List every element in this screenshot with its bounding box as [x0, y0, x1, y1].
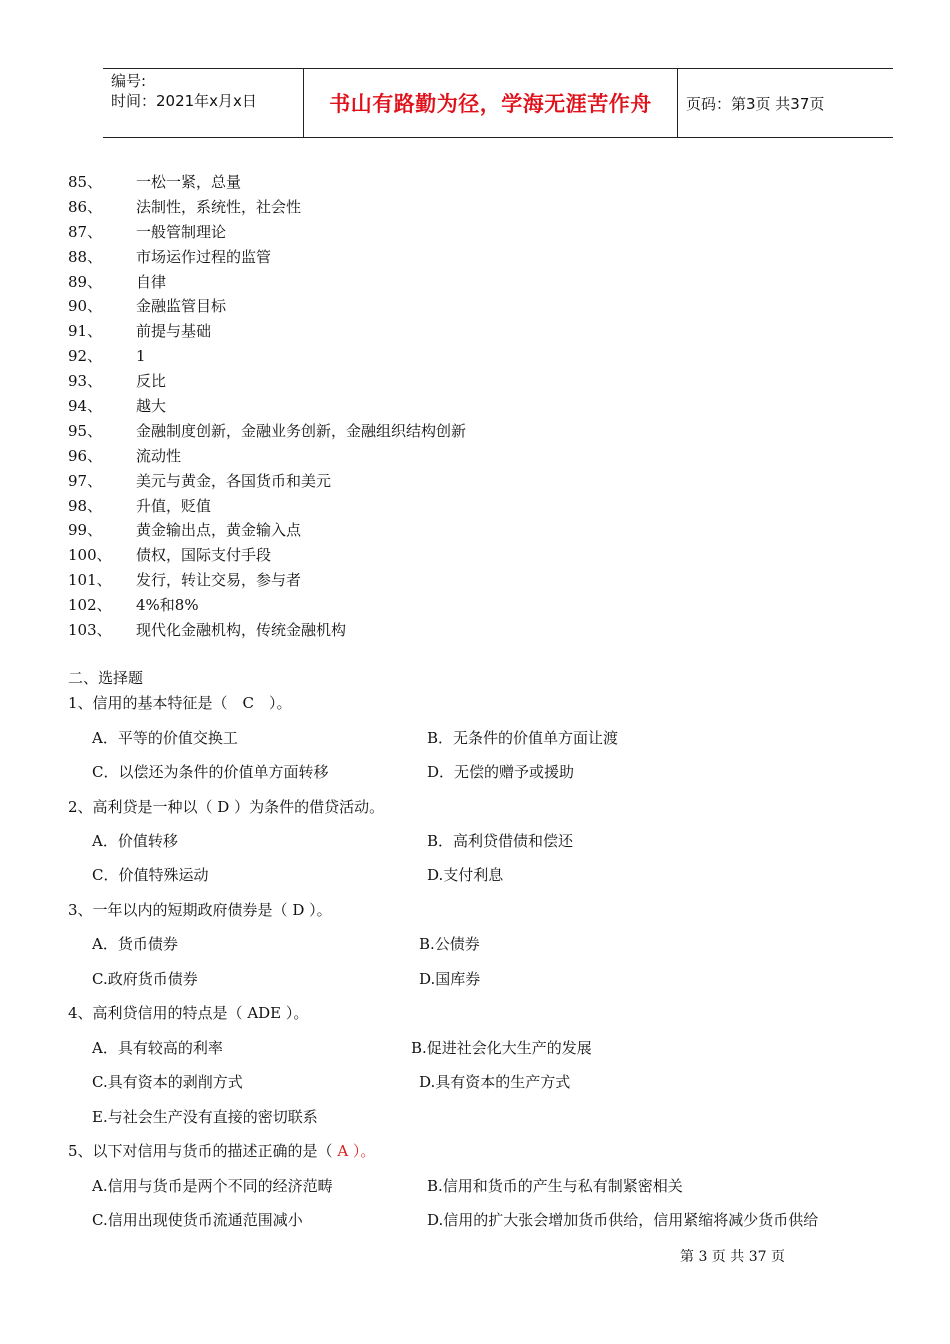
item-text: 1 [136, 347, 146, 366]
list-item [68, 618, 466, 643]
question-5-answer: A ）。 [332, 1142, 376, 1160]
q4-option-b: B.促进社会化大生产的发展 [411, 1039, 592, 1057]
q1-option-d: D．无偿的赠予或援助 [427, 763, 575, 781]
item-number: 90、 [68, 297, 103, 316]
q2-option-d: D.支付利息 [427, 866, 504, 884]
item-text: 市场运作过程的监管 [136, 247, 272, 266]
item-number: 85、 [68, 173, 103, 191]
list-item [68, 220, 466, 245]
list-item [68, 543, 466, 568]
item-text: 一松一紧，总量 [136, 173, 242, 191]
item-text: 升值，贬值 [136, 496, 212, 515]
list-item [68, 469, 466, 494]
list-item [68, 270, 466, 295]
question-3: 3、一年以内的短期政府债券是（ D ）。 [68, 901, 332, 919]
item-number: 99、 [68, 521, 103, 540]
question-1: 1、信用的基本特征是（ C ）。 [68, 694, 292, 712]
list-item [68, 518, 466, 543]
header-motto: 书山有路勤为径，学海无涯苦作舟 [304, 69, 678, 137]
q1-option-c: C．以偿还为条件的价值单方面转移 [92, 763, 329, 781]
item-text: 金融制度创新，金融业务创新，金融组织结构创新 [136, 421, 467, 440]
q5-option-c: C.信用出现使货币流通范围减小 [92, 1211, 303, 1229]
q3-option-b: B.公债券 [419, 935, 480, 953]
list-item [68, 494, 466, 519]
item-text: 黄金输出点，黄金输入点 [136, 521, 302, 540]
q3-option-d: D.国库券 [419, 970, 481, 988]
q3-option-c: C.政府货币债券 [92, 970, 198, 988]
list-item [68, 170, 466, 195]
list-item [68, 245, 466, 270]
header-page-label: 页码：第3页 共37页 [686, 94, 825, 113]
item-number: 97、 [68, 471, 103, 490]
question-5-text: 5、以下对信用与货币的描述正确的是（ [68, 1142, 333, 1160]
item-text: 4%和8% [136, 596, 199, 615]
item-text: 前提与基础 [136, 322, 212, 341]
question-5 [68, 1140, 375, 1162]
q1-option-a: A．平等的价值交换工 [92, 729, 238, 747]
q2-option-a: A．价值转移 [92, 832, 178, 850]
item-text: 自律 [136, 272, 167, 291]
list-item [68, 294, 466, 319]
list-item [68, 444, 466, 469]
list-item [68, 568, 466, 593]
number-label: 编号: [111, 72, 147, 90]
item-text: 流动性 [136, 446, 182, 465]
section-title: 二、选择题 [68, 669, 144, 687]
q5-option-d: D.信用的扩大张会增加货币供给，信用紧缩将减少货币供给 [427, 1211, 819, 1229]
item-text: 美元与黄金，各国货币和美元 [136, 471, 332, 490]
item-text: 法制性，系统性，社会性 [136, 197, 302, 216]
item-number: 89、 [68, 272, 103, 291]
item-number: 91、 [68, 322, 103, 341]
list-item [68, 394, 466, 419]
q4-option-e: E.与社会生产没有直接的密切联系 [92, 1108, 318, 1126]
item-number: 103、 [68, 621, 112, 640]
header-left [103, 69, 304, 137]
list-item [68, 319, 466, 344]
q5-option-a: A.信用与货币是两个不同的经济范畴 [92, 1177, 333, 1195]
item-number: 86、 [68, 197, 103, 216]
q1-option-b: B．无条件的价值单方面让渡 [427, 729, 619, 747]
q4-option-a: A．具有较高的利率 [92, 1039, 223, 1057]
list-item [68, 369, 466, 394]
item-number: 98、 [68, 496, 103, 515]
item-number: 93、 [68, 372, 103, 391]
item-number: 102、 [68, 596, 112, 615]
q4-option-d: D.具有资本的生产方式 [419, 1073, 571, 1091]
list-item [68, 195, 466, 220]
time-label: 时间：2021年x月x日 [111, 92, 257, 110]
item-number: 95、 [68, 421, 103, 440]
item-number: 100、 [68, 546, 112, 565]
page-header [103, 68, 893, 138]
item-text: 发行，转让交易，参与者 [136, 571, 302, 590]
item-number: 88、 [68, 247, 103, 266]
item-text: 一般管制理论 [136, 222, 227, 241]
item-number: 96、 [68, 446, 103, 465]
list-item [68, 419, 466, 444]
item-text: 反比 [136, 372, 167, 391]
list-item [68, 344, 466, 369]
q2-option-c: C．价值特殊运动 [92, 866, 209, 884]
list-item [68, 593, 466, 618]
item-number: 94、 [68, 397, 103, 416]
answer-list [68, 170, 466, 643]
question-4: 4、高利贷信用的特点是（ ADE ）。 [68, 1004, 309, 1022]
q3-option-a: A．货币债券 [92, 935, 178, 953]
question-2: 2、高利贷是一种以（ D ）为条件的借贷活动。 [68, 798, 385, 816]
item-number: 92、 [68, 347, 103, 366]
item-number: 87、 [68, 222, 103, 241]
page-footer: 第 3 页 共 37 页 [680, 1249, 785, 1265]
q2-option-b: B．高利贷借债和偿还 [427, 832, 574, 850]
item-text: 越大 [136, 397, 167, 416]
item-text: 现代化金融机构，传统金融机构 [136, 621, 347, 640]
item-text: 金融监管目标 [136, 297, 227, 316]
item-text: 债权，国际支付手段 [136, 546, 272, 565]
item-number: 101、 [68, 571, 112, 590]
q5-option-b: B.信用和货币的产生与私有制紧密相关 [427, 1177, 683, 1195]
q4-option-c: C.具有资本的剥削方式 [92, 1073, 243, 1091]
